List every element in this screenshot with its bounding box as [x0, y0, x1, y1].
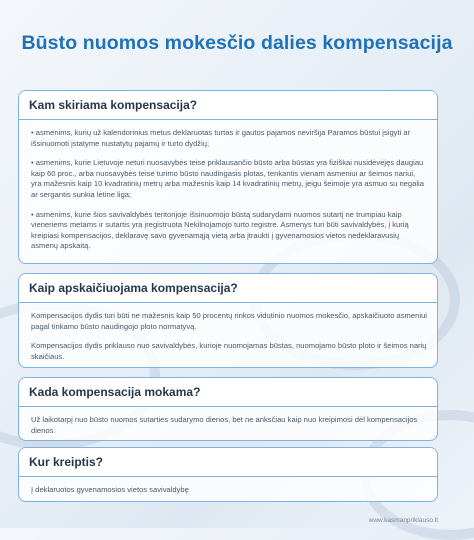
page-title: Būsto nuomos mokesčio dalies kompensacija [21, 32, 453, 54]
paragraph: Už laikotarpį nuo būsto nuomos sutarties sudarymo dienos, bet ne anksčiau kaip nuo kreipimosi dėl kompensacijos dienos. [31, 415, 418, 435]
section-heading: Kaip apskaičiuojama kompensacija? [19, 274, 437, 303]
section-card-when [18, 377, 438, 441]
section-body [19, 407, 437, 436]
list-item: • asmenims, kurie Lietuvoje neturi nuosavybės teise priklausančio būsto arba būstas yra fiziškai nusidėvėjęs daugiau kaip 60 proc., arba nuosavybės teise turimo būsto naudingasis plotas, tenkantis vienam asmeniui ar šeimos nariui, yra mažesnis kaip 10 kvadratinių metrų arba mažesnis kaip 14 kvadratinių metrų, jeigu šeimoje yra asmuo su negalia ar sergantis sunkia lėtine liga; [31, 158, 424, 199]
section-heading: Kam skiriama kompensacija? [19, 91, 437, 120]
paragraph: Kompensacijos dydis priklauso nuo savivaldybės, kurioje nuomojamas būstas, nuomojamo būsto ploto ir šeimos narių skaičiaus. [31, 341, 427, 361]
section-body [19, 477, 437, 496]
list-item: • asmenims, kurių už kalendorinius metus deklaruotas turtas ir gautos pajamos neviršija Paramos būstui įsigyti ar išsinuomoti įstatyme nustatytų pajamų ir turto dydžių; [31, 128, 411, 148]
section-card-where [18, 447, 438, 502]
list-item: • asmenims, kurie šios savivaldybės teritorijoje išsinuomojo būstą sudarydami nuomos sutartį ne trumpiau kaip vieneriems metams ir sutartis yra įregistruota Nekilnojamojo turto registre. Asmenys turi būti savivaldybės, į kurią kreipiasi kompensacijos, deklaravę savo gyvenamąją vietą arba įtraukti į gyvenamosios vietos nedeklaravusių asmenų apskaitą. [31, 209, 409, 251]
section-card-how [18, 273, 438, 368]
section-card-who [18, 90, 438, 264]
section-heading: Kur kreiptis? [19, 448, 437, 477]
footer-url[interactable]: www.kasmanpriklauso.lt [368, 517, 438, 524]
section-body [19, 120, 437, 252]
paragraph: Į deklaruotos gyvenamosios vietos savivaldybę [31, 485, 189, 494]
section-heading: Kada kompensacija mokama? [19, 378, 437, 407]
section-body [19, 303, 437, 362]
paragraph: Kompensacijos dydis turi būti ne mažesnis kaip 50 procentų rinkos vidutinio nuomos mokesčio, apskaičiuoto asmeniui pagal tinkamo būsto naudingojo ploto normatyvą. [31, 311, 427, 331]
